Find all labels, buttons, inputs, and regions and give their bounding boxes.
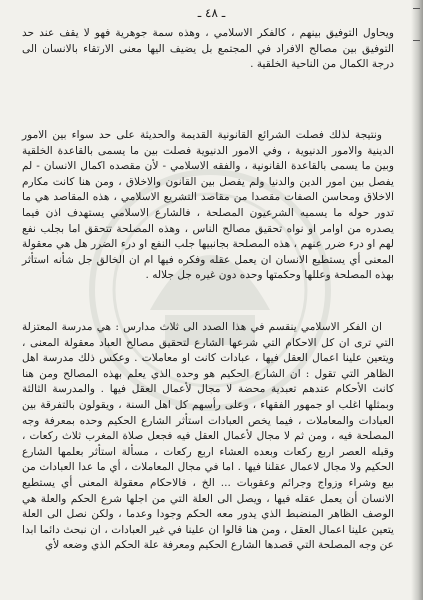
edge-mark bbox=[413, 8, 420, 9]
page-number: ـ ٤٨ ـ bbox=[197, 6, 226, 20]
edge-mark bbox=[413, 40, 420, 41]
paragraph-text: ويحاول التوفيق بينهم ، كالفكر الاسلامي ، وهذه سمة جوهرية فهو لا يقف عند حد التوفيق بين مصالح الافراد في المجتمع بل يضيف اليها معنى الارتقاء بالانسان الى درجة الكمال من الناحية الخلقية . bbox=[22, 27, 394, 71]
paragraph-3 bbox=[22, 320, 394, 554]
page-edge-shadow bbox=[411, 0, 423, 600]
paragraph-1 bbox=[22, 26, 394, 73]
paragraph-2 bbox=[22, 128, 394, 284]
paragraph-text: ونتيجة لذلك فصلت الشرائع القانونية القديمة والحديثة على حد سواء بين الامور الدينية والامور الدنيوية ، وفي الامور الدنيوية فصلت بين ما يسمى بالقاعدة الخلقية وبين ما يسمى بالقاعدة القانونية ، والفقه الاسلامي - لأن مقصده اكمال الانسان - لم يفصل بين امور الدين والدنيا ولم يفصل بين القانون والاخلاق ، ومن هنا كانت مكارم الاخلاق ومحاسن الصفات مقصدا من مقاصد التشريع الاسلامي ، هذه المقاصد هي ما تدور حوله ما يسميه الشرعيون المصلحة ، فالشارع الاسلامي يستهدف اذن فيما يصدره من اوامر او نواه تحقيق مصالح الناس ، وهذه المصلحة تتحقق اما بجلب نفع لهم او درء ضرر عنهم ، هذه المصلحة بجانبيها جلب النفع او درء الضرر هل هي معقولة المعنى أي يستطيع الانسان ان يعمل عقله وفكره فيها ام ان الخالق جل شأنه استأثر بهذه المصلحة وعللها وحكمتها وحده دون غيره جل جلاله . bbox=[22, 129, 394, 282]
paragraph-text: ان الفكر الاسلامي ينقسم في هذا الصدد الى ثلاث مدارس : هي مدرسة المعتزلة التي ترى ان كل الاحكام التي شرعها الشارع لتحقيق مصالح العباد معقولة المعنى ، ويتعين علينا اعمال العقل فيها ، عبادات كانت او معاملات . وعكس ذلك مدرسة اهل الظاهر التي تقول : ان الشارع الحكيم هو وحده الذي يعلم بهذه المصالح ومن هنا كانت الأحكام عندهم تعبدية محضة لا مجال لأعمال العقل فيها . والمدرسة الثالثة وبمثلها اغلب او جمهور الفقهاء ، وعلى رأسهم كل اهل السنة ، ويقولون بالتفرقة بين العبادات والمعاملات ، فيما يخص العبادات استأثر الشارع الحكيم وحده بمعرفة وجه المصلحة فيه ، ومن ثم لا مجال لأعمال العقل فيه فجعل صلاة المغرب ثلاث ركعات ، وقبله العصر اربع ركعات وبعده العشاء اربع ركعات ، مسألة استأثر بعلمها الشارع الحكيم ولا مجال لاعمال عقلنا فيها . اما في مجال المعاملات ، أي ما عدا العبادات من بيع وشراء وزواج وجرائم وعقوبات ... الخ ، فالاحكام معقولة المعنى أي يستطيع الانسان أن يعمل عقله فيها ، ويصل الى العلة التي من اجلها شرع الحكم والعلة هي الوصف الظاهر المنضبط الذي يدور معه الحكم وجودا وعدما ، ولكن نصل الى العلة يتعين علينا اعمال العقل ، ومن هنا قالوا ان علينا في غير العبادات ، ان نبحث دائما ابدا عن وجه المصلحة التي قصدها الشارع الحكيم ومعرفة علة الحكم الذي وضعه لأي bbox=[22, 321, 394, 552]
